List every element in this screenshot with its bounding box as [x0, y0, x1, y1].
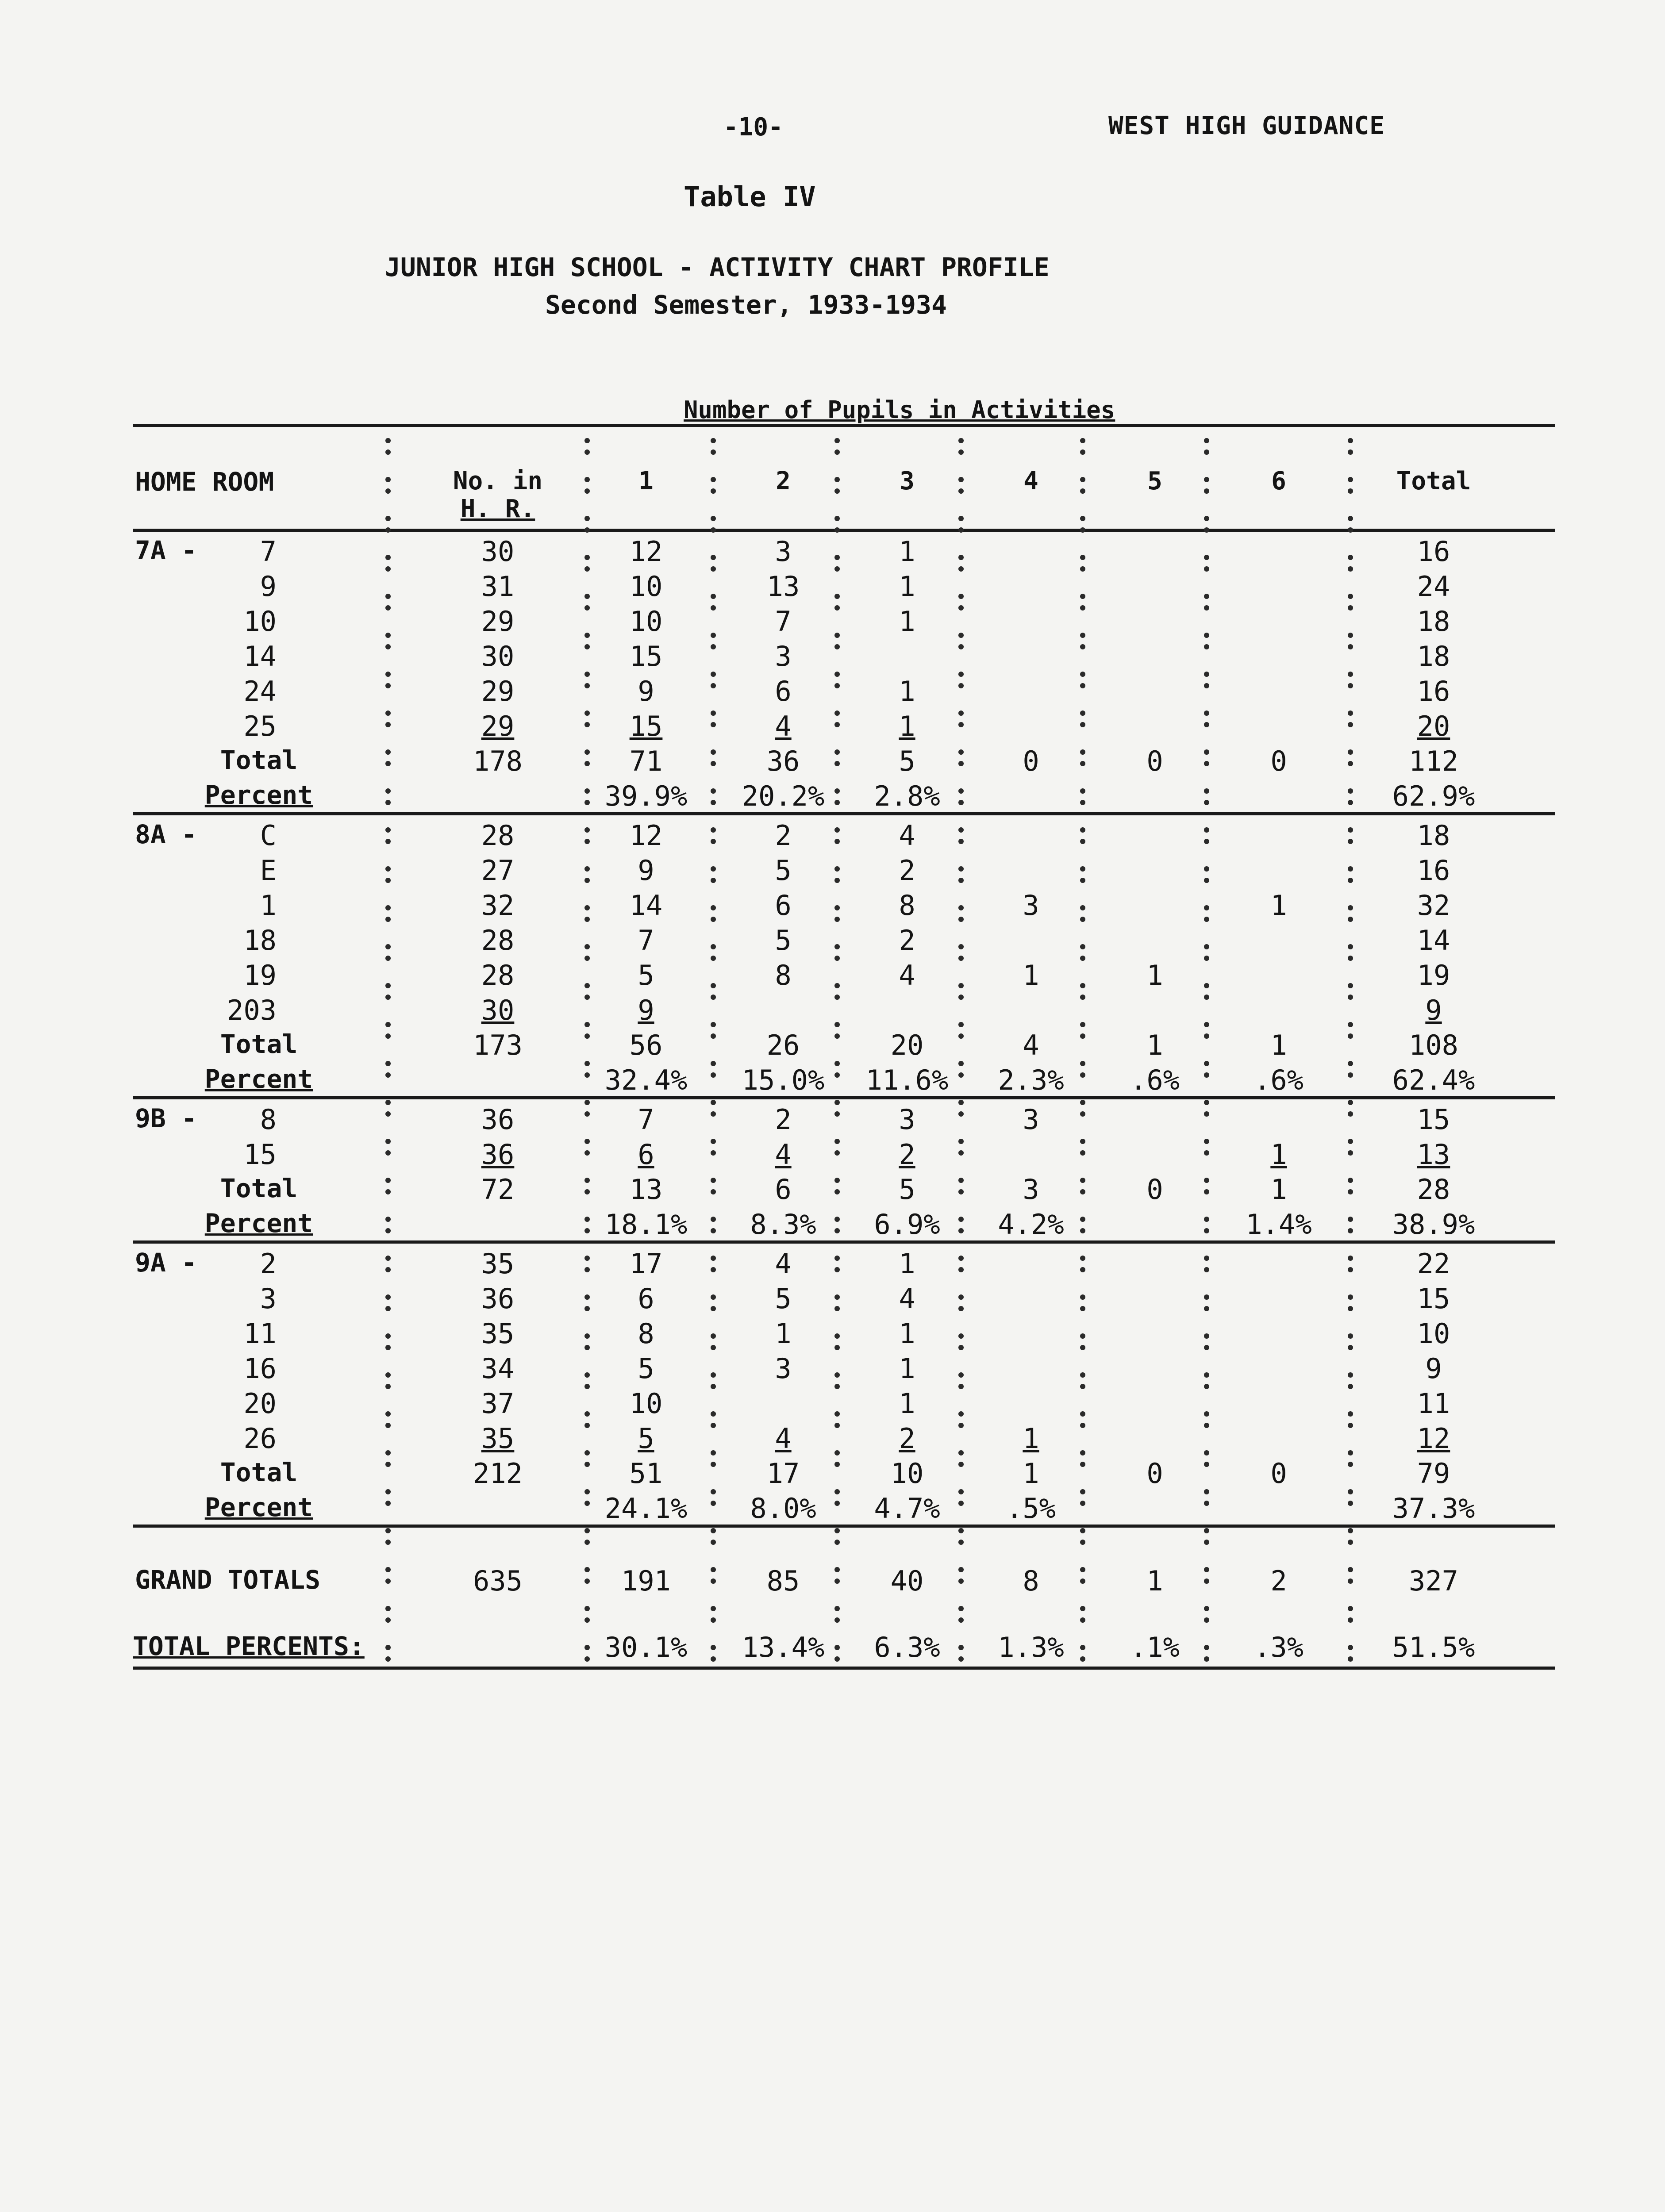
- no-in-hr-value: 34: [481, 1352, 515, 1385]
- activity-1-value: 15: [629, 710, 663, 742]
- total-percent-activity-3: 6.3%: [874, 1631, 940, 1663]
- header-activity-2: 2: [776, 467, 791, 495]
- activity-3-value: 3: [899, 1103, 915, 1136]
- no-in-hr-value: 29: [481, 675, 515, 707]
- table-title: JUNIOR HIGH SCHOOL - ACTIVITY CHART PROFILE: [385, 252, 1050, 282]
- activity-3-value: 2: [899, 1138, 915, 1171]
- activity-6-value: 1: [1270, 1138, 1287, 1171]
- activity-1-value: 12: [629, 535, 663, 568]
- activity-3-value: 1: [899, 710, 915, 742]
- activity-3-value: 2: [899, 1422, 915, 1455]
- row-total-value: 16: [1417, 675, 1450, 707]
- activity-1-value: 14: [629, 889, 663, 922]
- activity-1-value: 7: [638, 1103, 654, 1136]
- section-total-activity-1: 51: [629, 1457, 663, 1490]
- activity-2-value: 2: [775, 819, 792, 852]
- home-room-number: 8: [260, 1103, 277, 1136]
- total-percents-label: TOTAL PERCENTS:: [133, 1631, 365, 1661]
- activity-2-value: 13: [766, 570, 800, 603]
- section-total-activity-6: 1: [1270, 1173, 1287, 1206]
- activity-3-value: 1: [899, 675, 915, 707]
- row-total-value: 15: [1417, 1103, 1450, 1136]
- activity-1-value: 5: [638, 959, 654, 991]
- no-in-hr-value: 30: [481, 994, 515, 1026]
- activity-3-value: 1: [899, 605, 915, 637]
- column-separator: [958, 438, 964, 1667]
- section-percent-total: 62.9%: [1392, 780, 1475, 812]
- home-room-number: 7: [260, 535, 277, 568]
- section-percent-activity-2: 20.2%: [742, 780, 825, 812]
- grade-label: 8A -: [135, 819, 197, 849]
- section-total-no: 178: [473, 745, 523, 777]
- row-total-value: 24: [1417, 570, 1450, 603]
- column-separator: [710, 438, 716, 1667]
- section-total-value: 28: [1417, 1173, 1450, 1206]
- grand-total-activity-5: 1: [1146, 1565, 1163, 1597]
- section-total-value: 79: [1417, 1457, 1450, 1490]
- section-percent-activity-2: 8.3%: [750, 1208, 816, 1240]
- activity-3-value: 1: [899, 1352, 915, 1385]
- activity-6-value: 1: [1270, 889, 1287, 922]
- header-top-rule: [133, 424, 1555, 427]
- total-percent-activity-5: .1%: [1130, 1631, 1180, 1663]
- no-in-hr-value: 30: [481, 535, 515, 568]
- activity-3-value: 1: [899, 1317, 915, 1350]
- section-total-activity-3: 10: [890, 1457, 924, 1490]
- activity-2-value: 5: [775, 1283, 792, 1315]
- activity-1-value: 6: [638, 1138, 654, 1171]
- section-total-activity-1: 71: [629, 745, 663, 777]
- activity-3-value: 8: [899, 889, 915, 922]
- activity-4-value: 1: [1023, 959, 1039, 991]
- section-total-activity-1: 56: [629, 1029, 663, 1061]
- section-percent-activity-2: 8.0%: [750, 1492, 816, 1525]
- activity-2-value: 8: [775, 959, 792, 991]
- row-total-value: 32: [1417, 889, 1450, 922]
- column-separator: [1204, 438, 1210, 1667]
- section-percent-activity-5: .6%: [1130, 1064, 1180, 1096]
- section-percent-activity-2: 15.0%: [742, 1064, 825, 1096]
- section-total-activity-2: 17: [766, 1457, 800, 1490]
- column-separator: [385, 438, 391, 1667]
- activity-1-value: 6: [638, 1283, 654, 1315]
- no-in-hr-value: 28: [481, 819, 515, 852]
- no-in-hr-value: 32: [481, 889, 515, 922]
- section-total-activity-4: 3: [1023, 1173, 1039, 1206]
- activity-1-value: 15: [629, 640, 663, 672]
- section-total-activity-2: 26: [766, 1029, 800, 1061]
- section-total-activity-4: 4: [1023, 1029, 1039, 1061]
- grand-total-activity-2: 85: [766, 1565, 800, 1597]
- column-separator: [1347, 438, 1354, 1667]
- activity-2-value: 3: [775, 1352, 792, 1385]
- section-percent-activity-1: 39.9%: [604, 780, 688, 812]
- home-room-number: 20: [243, 1387, 277, 1420]
- section-total-activity-4: 1: [1023, 1457, 1039, 1490]
- activity-2-value: 6: [775, 675, 792, 707]
- activity-1-value: 9: [638, 994, 654, 1026]
- activity-1-value: 8: [638, 1317, 654, 1350]
- section-percent-total: 37.3%: [1392, 1492, 1475, 1525]
- home-room-number: 3: [260, 1283, 277, 1315]
- activity-3-value: 1: [899, 535, 915, 568]
- grade-label: 7A -: [135, 535, 197, 565]
- activity-4-value: 3: [1023, 1103, 1039, 1136]
- home-room-number: 24: [243, 675, 277, 707]
- grand-total-activity-1: 191: [621, 1565, 671, 1597]
- no-in-hr-value: 27: [481, 854, 515, 887]
- row-total-value: 16: [1417, 854, 1450, 887]
- section-percent-label: Percent: [204, 780, 313, 810]
- home-room-number: 25: [243, 710, 277, 742]
- activity-2-value: 5: [775, 854, 792, 887]
- grand-total-activity-4: 8: [1023, 1565, 1039, 1597]
- section-total-label: Total: [220, 1173, 298, 1203]
- column-separator: [834, 438, 840, 1667]
- header-activity-4: 4: [1023, 467, 1038, 495]
- header-no-in-hr: No. in: [453, 467, 543, 495]
- section-percent-label: Percent: [204, 1208, 313, 1238]
- section-total-activity-5: 0: [1146, 1457, 1163, 1490]
- no-in-hr-value: 35: [481, 1317, 515, 1350]
- home-room-number: 10: [243, 605, 277, 637]
- row-total-value: 19: [1417, 959, 1450, 991]
- row-total-value: 14: [1417, 924, 1450, 956]
- home-room-number: 9: [260, 570, 277, 603]
- section-percent-total: 62.4%: [1392, 1064, 1475, 1096]
- total-percent-activity-1: 30.1%: [604, 1631, 688, 1663]
- no-in-hr-value: 31: [481, 570, 515, 603]
- section-percent-activity-3: 2.8%: [874, 780, 940, 812]
- grand-total-value: 327: [1409, 1565, 1458, 1597]
- home-room-number: 203: [227, 994, 277, 1026]
- section-total-no: 173: [473, 1029, 523, 1061]
- home-room-number: 16: [243, 1352, 277, 1385]
- section-percent-activity-1: 18.1%: [604, 1208, 688, 1240]
- activity-1-value: 5: [638, 1422, 654, 1455]
- header-activity-5: 5: [1147, 467, 1162, 495]
- no-in-hr-value: 36: [481, 1283, 515, 1315]
- no-in-hr-value: 29: [481, 710, 515, 742]
- home-room-number: C: [260, 819, 277, 852]
- activity-4-value: 1: [1023, 1422, 1039, 1455]
- activity-1-value: 10: [629, 605, 663, 637]
- home-room-number: 15: [243, 1138, 277, 1171]
- home-room-number: E: [260, 854, 277, 887]
- grand-total-activity-3: 40: [890, 1565, 924, 1597]
- activity-2-value: 4: [775, 1422, 792, 1455]
- section-total-activity-5: 1: [1146, 1029, 1163, 1061]
- row-total-value: 18: [1417, 819, 1450, 852]
- table-label: Table IV: [684, 180, 816, 213]
- section-total-activity-6: 0: [1270, 1457, 1287, 1490]
- activity-1-value: 9: [638, 854, 654, 887]
- no-in-hr-value: 35: [481, 1422, 515, 1455]
- section-total-activity-5: 0: [1146, 1173, 1163, 1206]
- activity-2-value: 7: [775, 605, 792, 637]
- table-subtitle: Second Semester, 1933-1934: [545, 290, 947, 320]
- section-rule: [133, 1525, 1555, 1528]
- activity-2-value: 5: [775, 924, 792, 956]
- total-percent-activity-4: 1.3%: [998, 1631, 1064, 1663]
- section-percent-activity-1: 24.1%: [604, 1492, 688, 1525]
- no-in-hr-value: 35: [481, 1248, 515, 1280]
- row-total-value: 18: [1417, 605, 1450, 637]
- section-percent-label: Percent: [204, 1492, 313, 1522]
- activity-1-value: 5: [638, 1352, 654, 1385]
- section-percent-activity-4: 2.3%: [998, 1064, 1064, 1096]
- grand-total-no: 635: [473, 1565, 523, 1597]
- row-total-value: 15: [1417, 1283, 1450, 1315]
- header-activity-6: 6: [1271, 467, 1286, 495]
- section-total-activity-3: 20: [890, 1029, 924, 1061]
- header-activity-1: 1: [638, 467, 654, 495]
- activity-1-value: 7: [638, 924, 654, 956]
- activity-1-value: 10: [629, 1387, 663, 1420]
- activity-1-value: 17: [629, 1248, 663, 1280]
- home-room-number: 18: [243, 924, 277, 956]
- no-in-hr-value: 28: [481, 924, 515, 956]
- section-percent-activity-4: 4.2%: [998, 1208, 1064, 1240]
- section-total-value: 112: [1409, 745, 1458, 777]
- home-room-number: 2: [260, 1248, 277, 1280]
- section-percent-label: Percent: [204, 1064, 313, 1094]
- section-total-activity-1: 13: [629, 1173, 663, 1206]
- activity-1-value: 9: [638, 675, 654, 707]
- activity-2-value: 4: [775, 1138, 792, 1171]
- no-in-hr-value: 30: [481, 640, 515, 672]
- activity-3-value: 4: [899, 1283, 915, 1315]
- section-rule: [133, 812, 1555, 815]
- grade-label: 9B -: [135, 1103, 197, 1133]
- section-total-activity-3: 5: [899, 1173, 915, 1206]
- section-total-value: 108: [1409, 1029, 1458, 1061]
- section-total-no: 72: [481, 1173, 515, 1206]
- activity-2-value: 3: [775, 535, 792, 568]
- activity-1-value: 12: [629, 819, 663, 852]
- home-room-number: 19: [243, 959, 277, 991]
- activity-5-value: 1: [1146, 959, 1163, 991]
- header-activity-3: 3: [900, 467, 915, 495]
- section-total-activity-6: 1: [1270, 1029, 1287, 1061]
- section-total-no: 212: [473, 1457, 523, 1490]
- grade-label: 9A -: [135, 1248, 197, 1278]
- no-in-hr-value: 36: [481, 1138, 515, 1171]
- section-percent-total: 38.9%: [1392, 1208, 1475, 1240]
- total-percent-activity-6: .3%: [1254, 1631, 1304, 1663]
- section-total-activity-2: 6: [775, 1173, 792, 1206]
- section-percent-activity-6: 1.4%: [1246, 1208, 1312, 1240]
- home-room-number: 26: [243, 1422, 277, 1455]
- row-total-value: 12: [1417, 1422, 1450, 1455]
- no-in-hr-value: 28: [481, 959, 515, 991]
- section-rule: [133, 1240, 1555, 1244]
- row-total-value: 11: [1417, 1387, 1450, 1420]
- column-separator: [584, 438, 590, 1667]
- activity-3-value: 4: [899, 819, 915, 852]
- header-no-in-hr-line2: H. R.: [460, 495, 535, 523]
- home-room-number: 1: [260, 889, 277, 922]
- activities-group-header: Number of Pupils in Activities: [684, 396, 1115, 424]
- column-separator: [1080, 438, 1086, 1667]
- section-percent-activity-4: .5%: [1006, 1492, 1056, 1525]
- section-total-activity-2: 36: [766, 745, 800, 777]
- activity-4-value: 3: [1023, 889, 1039, 922]
- section-percent-activity-3: 6.9%: [874, 1208, 940, 1240]
- activity-3-value: 1: [899, 1387, 915, 1420]
- activity-2-value: 6: [775, 889, 792, 922]
- no-in-hr-value: 36: [481, 1103, 515, 1136]
- row-total-value: 9: [1425, 994, 1442, 1026]
- activity-2-value: 3: [775, 640, 792, 672]
- header-total: Total: [1396, 467, 1471, 495]
- activity-3-value: 4: [899, 959, 915, 991]
- activity-3-value: 2: [899, 854, 915, 887]
- row-total-value: 16: [1417, 535, 1450, 568]
- section-total-label: Total: [220, 745, 298, 775]
- activity-2-value: 4: [775, 710, 792, 742]
- section-total-label: Total: [220, 1457, 298, 1487]
- section-total-activity-6: 0: [1270, 745, 1287, 777]
- page-number: -10-: [723, 113, 783, 142]
- total-percent-activity-2: 13.4%: [742, 1631, 825, 1663]
- section-total-activity-5: 0: [1146, 745, 1163, 777]
- section-rule: [133, 1096, 1555, 1099]
- row-total-value: 20: [1417, 710, 1450, 742]
- table-bottom-rule: [133, 1667, 1555, 1670]
- total-percent-value: 51.5%: [1392, 1631, 1475, 1663]
- row-total-value: 13: [1417, 1138, 1450, 1171]
- header-bottom-rule: [133, 529, 1555, 532]
- no-in-hr-value: 37: [481, 1387, 515, 1420]
- row-total-value: 22: [1417, 1248, 1450, 1280]
- row-total-value: 9: [1425, 1352, 1442, 1385]
- activity-3-value: 1: [899, 570, 915, 603]
- no-in-hr-value: 29: [481, 605, 515, 637]
- row-total-value: 10: [1417, 1317, 1450, 1350]
- series-title: WEST HIGH GUIDANCE: [1108, 111, 1385, 140]
- section-total-label: Total: [220, 1029, 298, 1059]
- activity-2-value: 4: [775, 1248, 792, 1280]
- section-percent-activity-6: .6%: [1254, 1064, 1304, 1096]
- home-room-number: 14: [243, 640, 277, 672]
- grand-total-activity-6: 2: [1270, 1565, 1287, 1597]
- section-percent-activity-3: 11.6%: [865, 1064, 949, 1096]
- section-percent-activity-1: 32.4%: [604, 1064, 688, 1096]
- activity-3-value: 2: [899, 924, 915, 956]
- grand-totals-label: GRAND TOTALS: [135, 1565, 321, 1595]
- header-home-room: HOME ROOM: [135, 467, 274, 497]
- section-total-activity-4: 0: [1023, 745, 1039, 777]
- activity-3-value: 1: [899, 1248, 915, 1280]
- activity-2-value: 1: [775, 1317, 792, 1350]
- row-total-value: 18: [1417, 640, 1450, 672]
- activity-1-value: 10: [629, 570, 663, 603]
- section-total-activity-3: 5: [899, 745, 915, 777]
- section-percent-activity-3: 4.7%: [874, 1492, 940, 1525]
- home-room-number: 11: [243, 1317, 277, 1350]
- activity-2-value: 2: [775, 1103, 792, 1136]
